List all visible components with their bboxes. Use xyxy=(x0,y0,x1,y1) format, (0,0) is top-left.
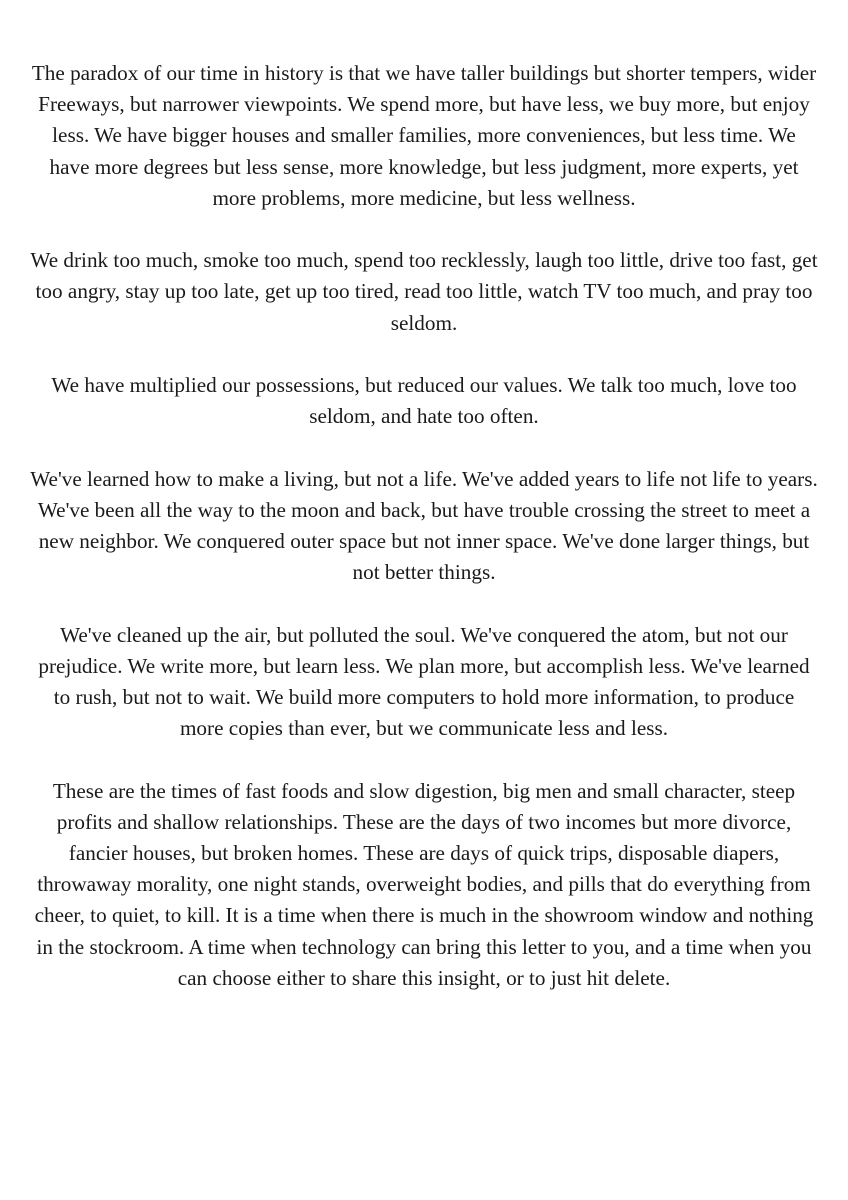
paragraph-we-drink-too-much: We drink too much, smoke too much, spend too recklessly, laugh too little, drive too fast, get too angry, stay up too late, get up too tired, read too little, watch TV too much, and pray too seldom. xyxy=(30,248,818,335)
paragraph-learned-to-make-a-living: We've learned how to make a living, but not a life. We've added years to life not life to years. We've been all the way to the moon and back, but have trouble crossing the street to meet a new neighbor. We conquered outer space but not inner space. We've done larger things, but not better things. xyxy=(30,466,818,585)
paragraph-multiplied-possessions: We have multiplied our possessions, but reduced our values. We talk too much, love too seldom, and hate too often. xyxy=(51,373,797,429)
document-body xyxy=(30,58,818,1025)
paragraph-cleaned-up-the-air: We've cleaned up the air, but polluted the soul. We've conquered the atom, but not our prejudice. We write more, but learn less. We plan more, but accomplish less. We've learned to rush, but not to wait. We build more computers to hold more information, to produce more copies than ever, but we communicate less and less. xyxy=(38,622,810,741)
paragraph-times-of-fast-foods: These are the times of fast foods and slow digestion, big men and small character, steep profits and shallow relationships. These are the days of two incomes but more divorce, fancier houses, but broken homes. These are days of quick trips, disposable diapers, throwaway morality, one night stands, overweight bodies, and pills that do everything from cheer, to quiet, to kill. It is a time when there is much in the showroom window and nothing in the stockroom. A time when technology can bring this letter to you, and a time when you can choose either to share this insight, or to just hit delete. xyxy=(34,778,814,990)
paragraph-paradox-of-our-time: The paradox of our time in history is that we have taller buildings but shorter tempers, wider Freeways, but narrower viewpoints. We spend more, but have less, we buy more, but enjoy less. We have bigger houses and smaller families, more conveniences, but less time. We have more degrees but less sense, more knowledge, but less judgment, more experts, yet more problems, more medicine, but less wellness. xyxy=(31,61,817,210)
